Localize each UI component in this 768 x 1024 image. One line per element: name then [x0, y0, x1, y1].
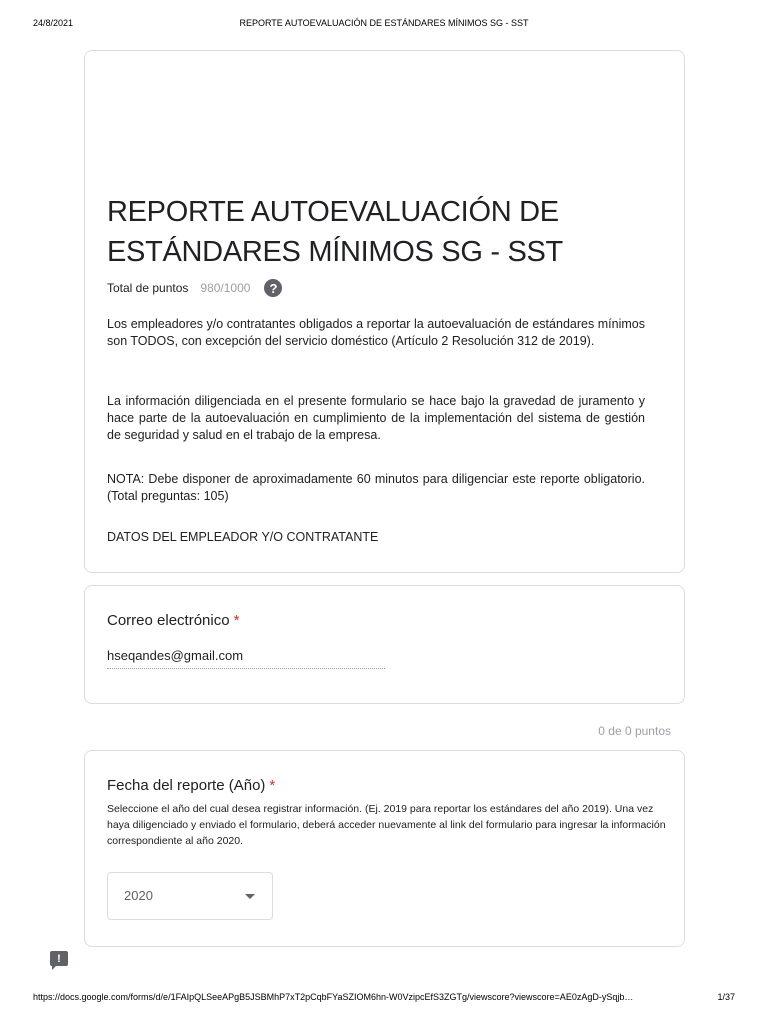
caret-down-icon — [245, 894, 255, 899]
print-url: https://docs.google.com/forms/d/e/1FAIpQLSeeAPgB5JSBMhP7xT2pCqbFYaSZIOM6hn-W0VzipcEfS3ZGTg/viewscore?viewscore=AE0zAgD-ySqjb… — [33, 992, 634, 1002]
required-marker: * — [233, 612, 240, 629]
form-description-intro: Los empleadores y/o contratantes obligados a reportar la autoevaluación de estándares mínimos son TODOS, con excepción del servicio doméstico (Artículo 2 Resolución 312 de 2019). — [107, 317, 645, 348]
report-year-question-label: Fecha del reporte (Año) — [107, 777, 266, 794]
total-points-label: Total de puntos — [107, 281, 189, 295]
print-header — [33, 18, 735, 32]
email-question-label: Correo electrónico — [107, 612, 230, 629]
email-answer-field[interactable]: hseqandes@gmail.com — [107, 648, 385, 669]
form-title: REPORTE AUTOEVALUACIÓN DE ESTÁNDARES MÍNIMOS SG - SST — [107, 196, 563, 268]
help-circle-icon[interactable]: ? — [264, 279, 282, 297]
print-footer — [33, 992, 735, 1004]
total-points-value: 980/1000 — [200, 281, 251, 295]
form-header-banner — [84, 50, 685, 180]
form-description-oath: La información diligenciada en el presente formulario se hace bajo la gravedad de juramento y hace parte de la autoevaluación en cumplimiento de la implementación del sistema de gestión de seguridad y salud en el trabajo de la empresa. — [107, 394, 645, 442]
print-page-number: 1/37 — [717, 992, 735, 1002]
report-feedback-icon[interactable]: ! — [50, 951, 68, 966]
question-score: 0 de 0 puntos — [598, 724, 671, 738]
report-year-question-card — [84, 750, 685, 947]
form-description-section: DATOS DEL EMPLEADOR Y/O CONTRATANTE — [107, 530, 379, 544]
report-year-selected-value: 2020 — [124, 888, 153, 903]
email-question-card — [84, 585, 685, 704]
print-date: 24/8/2021 — [33, 18, 74, 28]
email-question-title — [107, 612, 239, 629]
report-year-question-title — [107, 777, 275, 794]
total-points — [107, 276, 282, 300]
required-marker: * — [269, 777, 276, 794]
print-doc-title: REPORTE AUTOEVALUACIÓN DE ESTÁNDARES MÍNIMOS SG - SST — [239, 18, 529, 28]
report-year-select[interactable] — [107, 872, 273, 920]
form-description-note: NOTA: Debe disponer de aproximadamente 60 minutos para diligenciar este reporte obligatorio. (Total preguntas: 105) — [107, 472, 645, 503]
report-year-help-text: Seleccione el año del cual desea registrar información. (Ej. 2019 para reportar los estándares del año 2019). Una vez haya diligenciado y enviado el formulario, deberá acceder nuevamente al link del formulario para ingresar la información correspondiente al año 2020. — [107, 803, 666, 847]
form-title-card — [84, 170, 685, 573]
